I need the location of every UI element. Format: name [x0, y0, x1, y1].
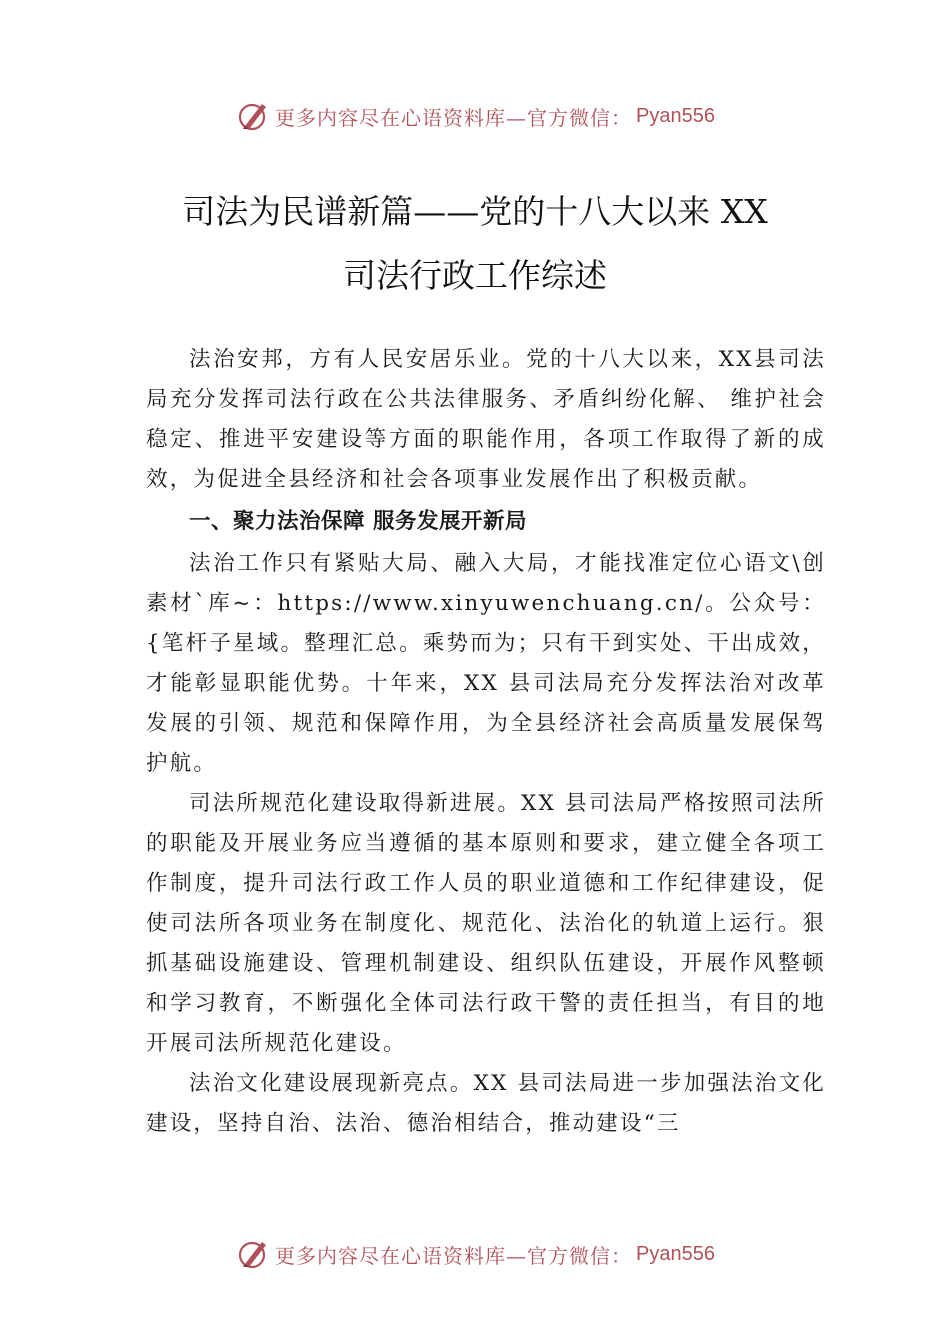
watermark-account: Pyan556 — [636, 104, 715, 127]
section-heading: 一、聚力法治保障 服务发展开新局 — [189, 509, 527, 534]
body-paragraph: 法治工作只有紧贴大局、融入大局，才能找准定位心语文\创素材`库~：https://www.xinyuwenchuang.cn/。公众号：{笔杆子星域。整理汇总。乘势而为；只有干到实处、干出成效，才能彰显职能优势。十年来，XX 县司法局充分发挥法治对改革发展的引领、规范和保障作用，为全县经济社会高质量发展保驾护航。 — [146, 551, 826, 776]
watermark-text: 更多内容尽在心语资料库—官方微信： — [275, 1243, 633, 1268]
document-title-line1: 司法为民谱新篇——党的十八大以来 XX — [182, 192, 768, 231]
body-paragraph: 法治文化建设展现新亮点。XX 县司法局进一步加强法治文化建设，坚持自治、法治、德治相结合，推动建设“三 — [146, 1071, 826, 1136]
pen-seal-icon — [235, 98, 271, 134]
document-title-line2: 司法行政工作综述 — [343, 256, 607, 295]
intro-paragraph: 法治安邦，方有人民安居乐业。党的十八大以来，XX县司法局充分发挥司法行政在公共法律服务、矛盾纠纷化解、 维护社会稳定、推进平安建设等方面的职能作用，各项工作取得了新的成效，为促进全县经济和社会各项事业发展作出了积极贡献。 — [146, 347, 826, 492]
watermark-footer — [0, 1234, 950, 1274]
watermark-account: Pyan556 — [636, 1242, 715, 1265]
watermark-header — [0, 96, 950, 136]
pen-seal-icon — [235, 1236, 271, 1272]
watermark-text: 更多内容尽在心语资料库—官方微信： — [275, 105, 633, 130]
body-paragraph: 司法所规范化建设取得新进展。XX 县司法局严格按照司法所的职能及开展业务应当遵循的基本原则和要求，建立健全各项工作制度，提升司法行政工作人员的职业道德和工作纪律建设，促使司法所各项业务在制度化、规范化、法治化的轨道上运行。狠抓基础设施建设、管理机制建设、组织队伍建设，开展作风整顿和学习教育，不断强化全体司法行政干警的责任担当，有目的地开展司法所规范化建设。 — [146, 791, 826, 1056]
document-body — [146, 340, 826, 1144]
